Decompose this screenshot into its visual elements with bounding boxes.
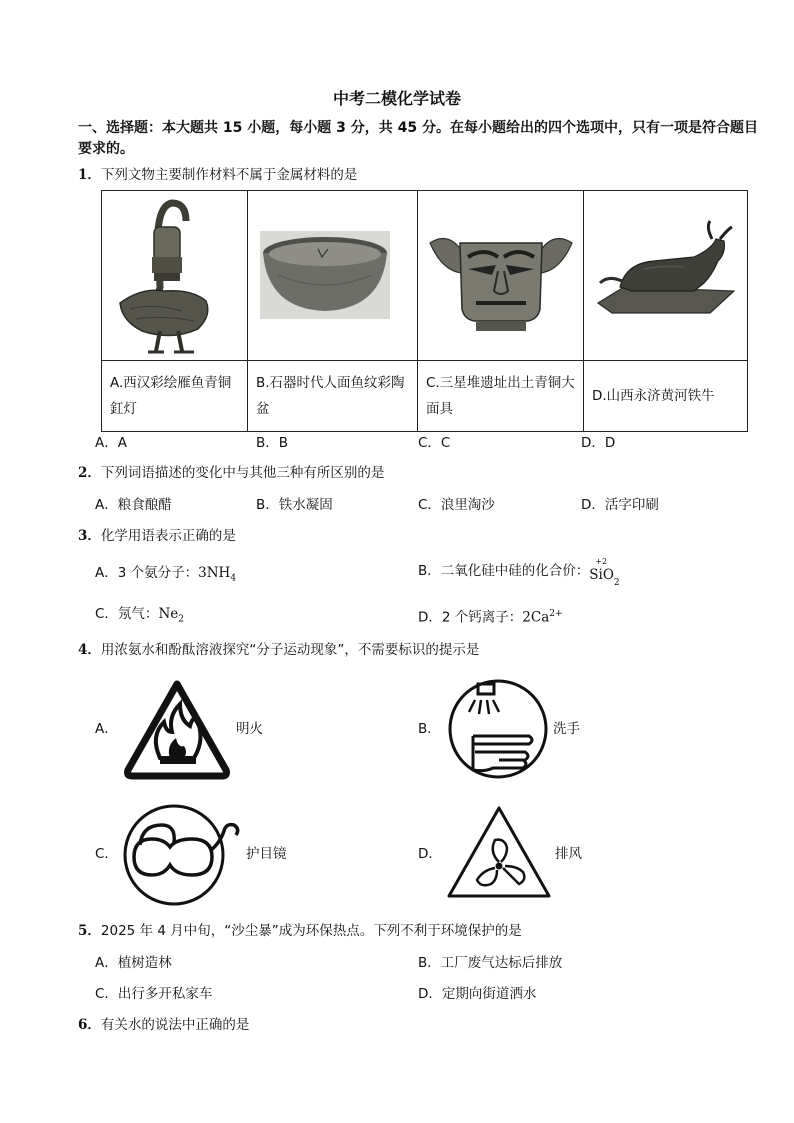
wash-hands-icon	[445, 678, 551, 780]
chemical-formula: SiO	[589, 567, 614, 583]
question-number: 6．	[78, 1017, 101, 1033]
formula-subscript: 2	[178, 614, 184, 625]
option-b[interactable]: B．B	[256, 435, 289, 451]
chemical-formula-wrap	[589, 557, 620, 588]
option-c[interactable]	[95, 605, 184, 629]
question-stem: 用浓氨水和酚酞溶液探究“分子运动现象”，不需要标识的提示是	[100, 642, 480, 658]
question-stem: 有关水的说法中正确的是	[100, 1017, 250, 1033]
option-label: A．3 个氨分子：	[95, 565, 199, 581]
open-flame-icon	[120, 676, 234, 780]
option-letter-a[interactable]: A．	[95, 721, 118, 737]
artifact-caption-c: C.三星堆遗址出土青铜大面具	[418, 361, 584, 432]
question-4	[78, 641, 479, 659]
question-number: 5．	[78, 923, 101, 939]
option-b[interactable]	[418, 557, 620, 588]
option-label: D．2 个钙离子：	[418, 609, 523, 626]
formula-subscript: 2	[613, 577, 620, 588]
section-heading: 一、选择题：本大题共 15 小题，每小题 3 分，共 45 分。在每小题给出的四个选项中，只有一项是符合题目要求的。	[78, 120, 758, 157]
option-label: C．氖气：	[95, 606, 159, 622]
option-letter-d[interactable]: D．	[418, 846, 442, 862]
question-number: 1．	[78, 167, 101, 183]
option-c[interactable]: C．C	[418, 435, 451, 451]
option-label: B．二氧化硅中硅的化合价：	[418, 563, 590, 579]
option-b[interactable]: B．工厂废气达标后排放	[418, 955, 563, 971]
option-a[interactable]	[95, 564, 236, 588]
pottery-basin-image	[248, 191, 418, 360]
question-stem: 化学用语表示正确的是	[100, 528, 236, 544]
goggles-icon	[120, 803, 244, 907]
option-letter-c[interactable]: C．	[95, 846, 118, 862]
artifact-image-cell-c	[418, 191, 584, 361]
option-d[interactable]	[418, 605, 563, 627]
question-number: 4．	[78, 642, 101, 658]
artifact-caption-d: D.山西永济黄河铁牛	[584, 361, 748, 432]
chemical-formula: 2Ca	[522, 609, 550, 626]
option-a[interactable]: A．植树造林	[95, 955, 172, 971]
goose-lamp-image	[102, 191, 248, 360]
question-3	[78, 527, 236, 545]
artifact-image-cell-d	[584, 191, 748, 361]
question-number: 3．	[78, 528, 101, 544]
option-d[interactable]: D．D	[581, 435, 616, 451]
formula-subscript: 4	[230, 573, 237, 584]
chemical-formula: 3NH	[198, 565, 231, 581]
option-label-a: 明火	[236, 721, 263, 737]
question-stem: 下列文物主要制作材料不属于金属材料的是	[100, 167, 358, 183]
question-6	[78, 1016, 249, 1034]
question-5	[78, 922, 522, 940]
option-letter-b[interactable]: B．	[418, 721, 441, 737]
artifact-table	[101, 190, 748, 432]
option-c[interactable]: C．出行多开私家车	[95, 986, 213, 1002]
artifact-image-cell-a	[102, 191, 248, 361]
valence-mark: +2	[595, 557, 608, 566]
formula-superscript: 2+	[549, 609, 563, 619]
bronze-mask-image	[418, 191, 584, 360]
chemical-formula: Ne	[158, 606, 179, 622]
artifact-image-cell-b	[248, 191, 418, 361]
option-d[interactable]: D．活字印刷	[581, 497, 659, 513]
option-d[interactable]: D．定期向街道洒水	[418, 986, 537, 1002]
question-number: 2．	[78, 465, 101, 481]
question-2	[78, 464, 384, 482]
option-c[interactable]: C．浪里淘沙	[418, 497, 495, 513]
option-a[interactable]: A．粮食酿醋	[95, 497, 172, 513]
page-title: 中考二模化学试卷	[332, 89, 461, 108]
option-a[interactable]: A．A	[95, 435, 127, 451]
option-label-c: 护目镜	[246, 846, 287, 862]
question-1	[78, 166, 357, 184]
option-label-d: 排风	[555, 846, 582, 862]
question-stem: 下列词语描述的变化中与其他三种有所区别的是	[100, 465, 385, 481]
question-stem: 2025 年 4 月中旬，“沙尘暴”成为环保热点。下列不利于环境保护的是	[100, 923, 522, 939]
iron-ox-image	[584, 191, 748, 360]
option-b[interactable]: B．铁水凝固	[256, 497, 333, 513]
option-label-b: 洗手	[553, 721, 580, 737]
ventilation-fan-icon	[445, 804, 553, 900]
artifact-caption-b: B.石器时代人面鱼纹彩陶盆	[248, 361, 418, 432]
artifact-caption-a: A.西汉彩绘雁鱼青铜釭灯	[102, 361, 248, 432]
